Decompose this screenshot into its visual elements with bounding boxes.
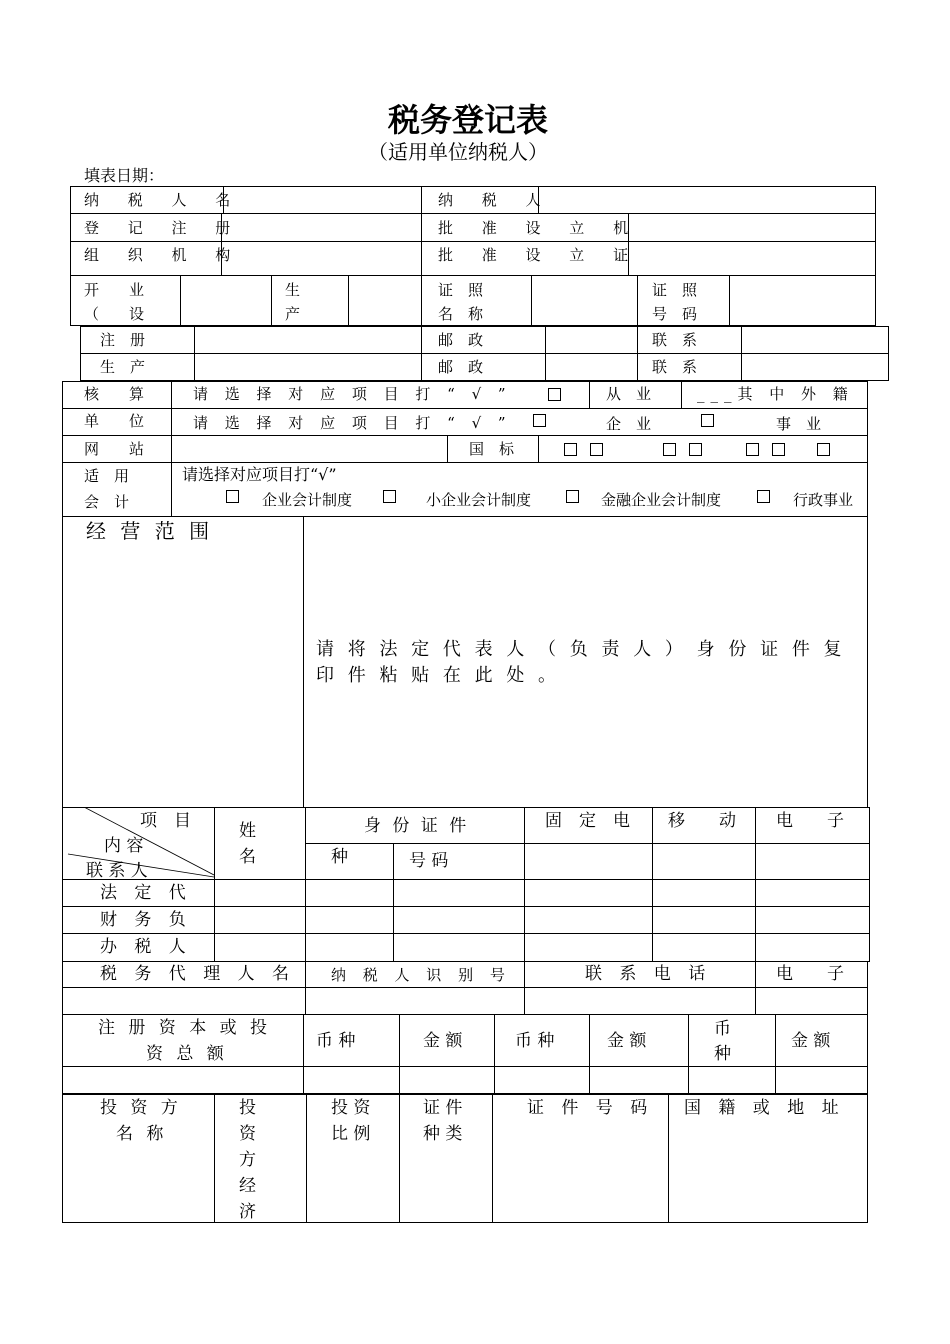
label-agent-tax-id: 纳 税 人 识 别 号 bbox=[331, 966, 511, 984]
label-cert-type-a: 证 件 bbox=[423, 1098, 463, 1118]
label-foreign: ___其 中 外 籍 bbox=[697, 385, 854, 403]
field-org-code[interactable] bbox=[223, 243, 419, 274]
checkbox-admin-system[interactable] bbox=[757, 490, 770, 503]
label-cert-type-b: 种 类 bbox=[423, 1124, 463, 1144]
std-box-6[interactable] bbox=[772, 443, 785, 456]
accounting-checkbox[interactable] bbox=[548, 388, 561, 401]
label-org-code: 组 织 机 构 bbox=[84, 246, 243, 264]
label-mobile: 移 动 bbox=[668, 811, 736, 831]
label-reg-addr: 注 册 bbox=[100, 331, 146, 349]
label-postal-2: 邮 政 bbox=[438, 358, 484, 376]
label-enterprise: 企 业 bbox=[606, 415, 652, 433]
label-id-type: 种 bbox=[331, 847, 348, 867]
field-prod-phone[interactable] bbox=[743, 355, 887, 379]
label-amount-1: 金 额 bbox=[423, 1031, 463, 1051]
label-econ-1: 资 bbox=[239, 1124, 256, 1144]
label-agent-email: 电 子 bbox=[776, 964, 844, 984]
label-applicable-a: 适 用 bbox=[84, 467, 130, 485]
label-employees: 从 业 bbox=[606, 385, 652, 403]
label-cert-no: 证 件 号 码 bbox=[527, 1098, 654, 1118]
label-capital-b: 资 总 额 bbox=[146, 1044, 228, 1064]
label-id-doc: 身 份 证 件 bbox=[364, 816, 470, 836]
label-currency-2: 币 种 bbox=[515, 1031, 555, 1051]
field-taxpayer-id[interactable] bbox=[540, 188, 874, 212]
label-prod-addr: 生 产 bbox=[100, 358, 146, 376]
label-currency-3b: 种 bbox=[714, 1044, 731, 1064]
label-amount-3: 金 额 bbox=[791, 1031, 831, 1051]
field-license-number[interactable] bbox=[731, 277, 874, 324]
label-registration: 登 记 注 册 bbox=[84, 219, 243, 237]
paste-instruction-1: 请 将 法 定 代 表 人 （ 负 责 人 ） 身 份 证 件 复 bbox=[316, 639, 846, 660]
label-national-std: 国 标 bbox=[469, 440, 515, 458]
label-contact-2: 联 系 bbox=[652, 358, 698, 376]
opt-small-enterprise-system: 小企业会计制度 bbox=[426, 491, 532, 509]
form-subtitle: （适用单位纳税人） bbox=[368, 140, 548, 164]
label-econ-4: 济 bbox=[239, 1202, 256, 1222]
id-paste-area[interactable] bbox=[305, 518, 866, 806]
label-institution: 事 业 bbox=[776, 415, 822, 433]
label-amount-2: 金 额 bbox=[607, 1031, 647, 1051]
accounting-instruction: 请 选 择 对 应 项 目 打 “ √ ” bbox=[193, 385, 512, 403]
label-license-a: 证 照 bbox=[438, 281, 484, 299]
label-license-no-a: 证 照 bbox=[652, 281, 698, 299]
field-reg-postal[interactable] bbox=[547, 328, 635, 352]
checkbox-small-enterprise-system[interactable] bbox=[383, 490, 396, 503]
label-investor-name-b: 名 称 bbox=[116, 1124, 168, 1144]
label-country: 国 籍 或 地 址 bbox=[684, 1098, 845, 1118]
field-website[interactable] bbox=[173, 437, 445, 461]
label-agent-name: 税 务 代 理 人 名 bbox=[100, 964, 296, 984]
label-id-number: 号 码 bbox=[409, 851, 449, 871]
opt-enterprise-system: 企业会计制度 bbox=[262, 491, 353, 509]
label-applicable-b: 会 计 bbox=[84, 493, 130, 511]
label-investor-name-a: 投 资 方 bbox=[100, 1098, 182, 1118]
label-currency-3a: 币 bbox=[714, 1019, 731, 1039]
label-license-no-b: 号 码 bbox=[652, 305, 698, 323]
label-name-a: 姓 bbox=[239, 821, 256, 841]
label-accounting: 核 算 bbox=[84, 385, 145, 403]
label-business-scope: 经 营 范 围 bbox=[86, 519, 214, 543]
label-approval-cert: 批 准 设 立 证 bbox=[438, 246, 641, 264]
paste-instruction-2: 印 件 粘 贴 在 此 处 。 bbox=[316, 665, 561, 686]
label-postal-1: 邮 政 bbox=[438, 331, 484, 349]
label-name-b: 名 bbox=[239, 847, 256, 867]
opt-admin-system: 行政事业 bbox=[793, 491, 854, 509]
label-taxpayer-name: 纳 税 人 名 bbox=[84, 191, 243, 209]
label-unit: 单 位 bbox=[84, 412, 145, 430]
label-fixed-phone: 固 定 电 bbox=[545, 811, 630, 831]
row-tax-officer: 办 税 人 bbox=[100, 937, 192, 957]
field-prod-date[interactable] bbox=[350, 277, 419, 324]
label-contact-1: 联 系 bbox=[652, 331, 698, 349]
std-box-7[interactable] bbox=[817, 443, 830, 456]
label-prod-a: 生 bbox=[285, 281, 301, 299]
label-license-b: 名 称 bbox=[438, 305, 484, 323]
label-taxpayer: 纳 税 人 bbox=[438, 191, 553, 209]
corner-item: 项 目 bbox=[140, 811, 191, 831]
opt-finance-system: 金融企业会计制度 bbox=[601, 491, 722, 509]
row-legal-rep: 法 定 代 bbox=[100, 883, 192, 903]
field-taxpayer-name[interactable] bbox=[225, 188, 419, 212]
label-email: 电 子 bbox=[776, 811, 844, 831]
label-open-b: （ 设 bbox=[84, 305, 145, 323]
checkbox-enterprise-system[interactable] bbox=[226, 490, 239, 503]
field-business-scope[interactable] bbox=[64, 550, 301, 805]
field-prod-addr[interactable] bbox=[196, 355, 419, 379]
unit-checkbox-2[interactable] bbox=[701, 414, 714, 427]
field-prod-postal[interactable] bbox=[547, 355, 635, 379]
std-box-5[interactable] bbox=[746, 443, 759, 456]
fill-date-label: 填表日期： bbox=[84, 166, 165, 185]
std-box-1[interactable] bbox=[564, 443, 577, 456]
label-ratio-b: 比 例 bbox=[331, 1124, 371, 1144]
checkbox-finance-system[interactable] bbox=[566, 490, 579, 503]
label-econ-0: 投 bbox=[239, 1098, 256, 1118]
field-approval-cert[interactable] bbox=[630, 243, 874, 274]
accounting-system-instruction: 请选择对应项目打“√” bbox=[182, 465, 337, 484]
label-agent-phone: 联 系 电 话 bbox=[585, 964, 712, 984]
field-reg-addr[interactable] bbox=[196, 328, 419, 352]
field-open-date[interactable] bbox=[182, 277, 269, 324]
field-license-name[interactable] bbox=[533, 277, 635, 324]
label-website: 网 站 bbox=[84, 440, 145, 458]
unit-instruction: 请 选 择 对 应 项 目 打 “ √ ” bbox=[193, 414, 512, 432]
field-approval-org[interactable] bbox=[630, 215, 874, 240]
label-econ-3: 经 bbox=[239, 1176, 256, 1196]
label-econ-2: 方 bbox=[239, 1150, 256, 1170]
std-box-3[interactable] bbox=[663, 443, 676, 456]
label-approval-org: 批 准 设 立 机 bbox=[438, 219, 641, 237]
corner-content: 内 容 bbox=[104, 836, 144, 856]
label-ratio-a: 投 资 bbox=[331, 1098, 371, 1118]
label-currency-1: 币 种 bbox=[316, 1031, 356, 1051]
field-registration-type[interactable] bbox=[223, 215, 419, 240]
form-title: 税务登记表 bbox=[388, 101, 549, 139]
unit-checkbox-1[interactable] bbox=[533, 414, 546, 427]
row-finance-head: 财 务 负 bbox=[100, 910, 192, 930]
label-prod-b: 产 bbox=[285, 305, 301, 323]
std-box-4[interactable] bbox=[689, 443, 702, 456]
std-box-2[interactable] bbox=[590, 443, 603, 456]
field-reg-phone[interactable] bbox=[743, 328, 887, 352]
label-open-a: 开 业 bbox=[84, 281, 145, 299]
corner-person: 联 系 人 bbox=[86, 861, 148, 881]
label-capital-a: 注 册 资 本 或 投 bbox=[98, 1018, 272, 1038]
